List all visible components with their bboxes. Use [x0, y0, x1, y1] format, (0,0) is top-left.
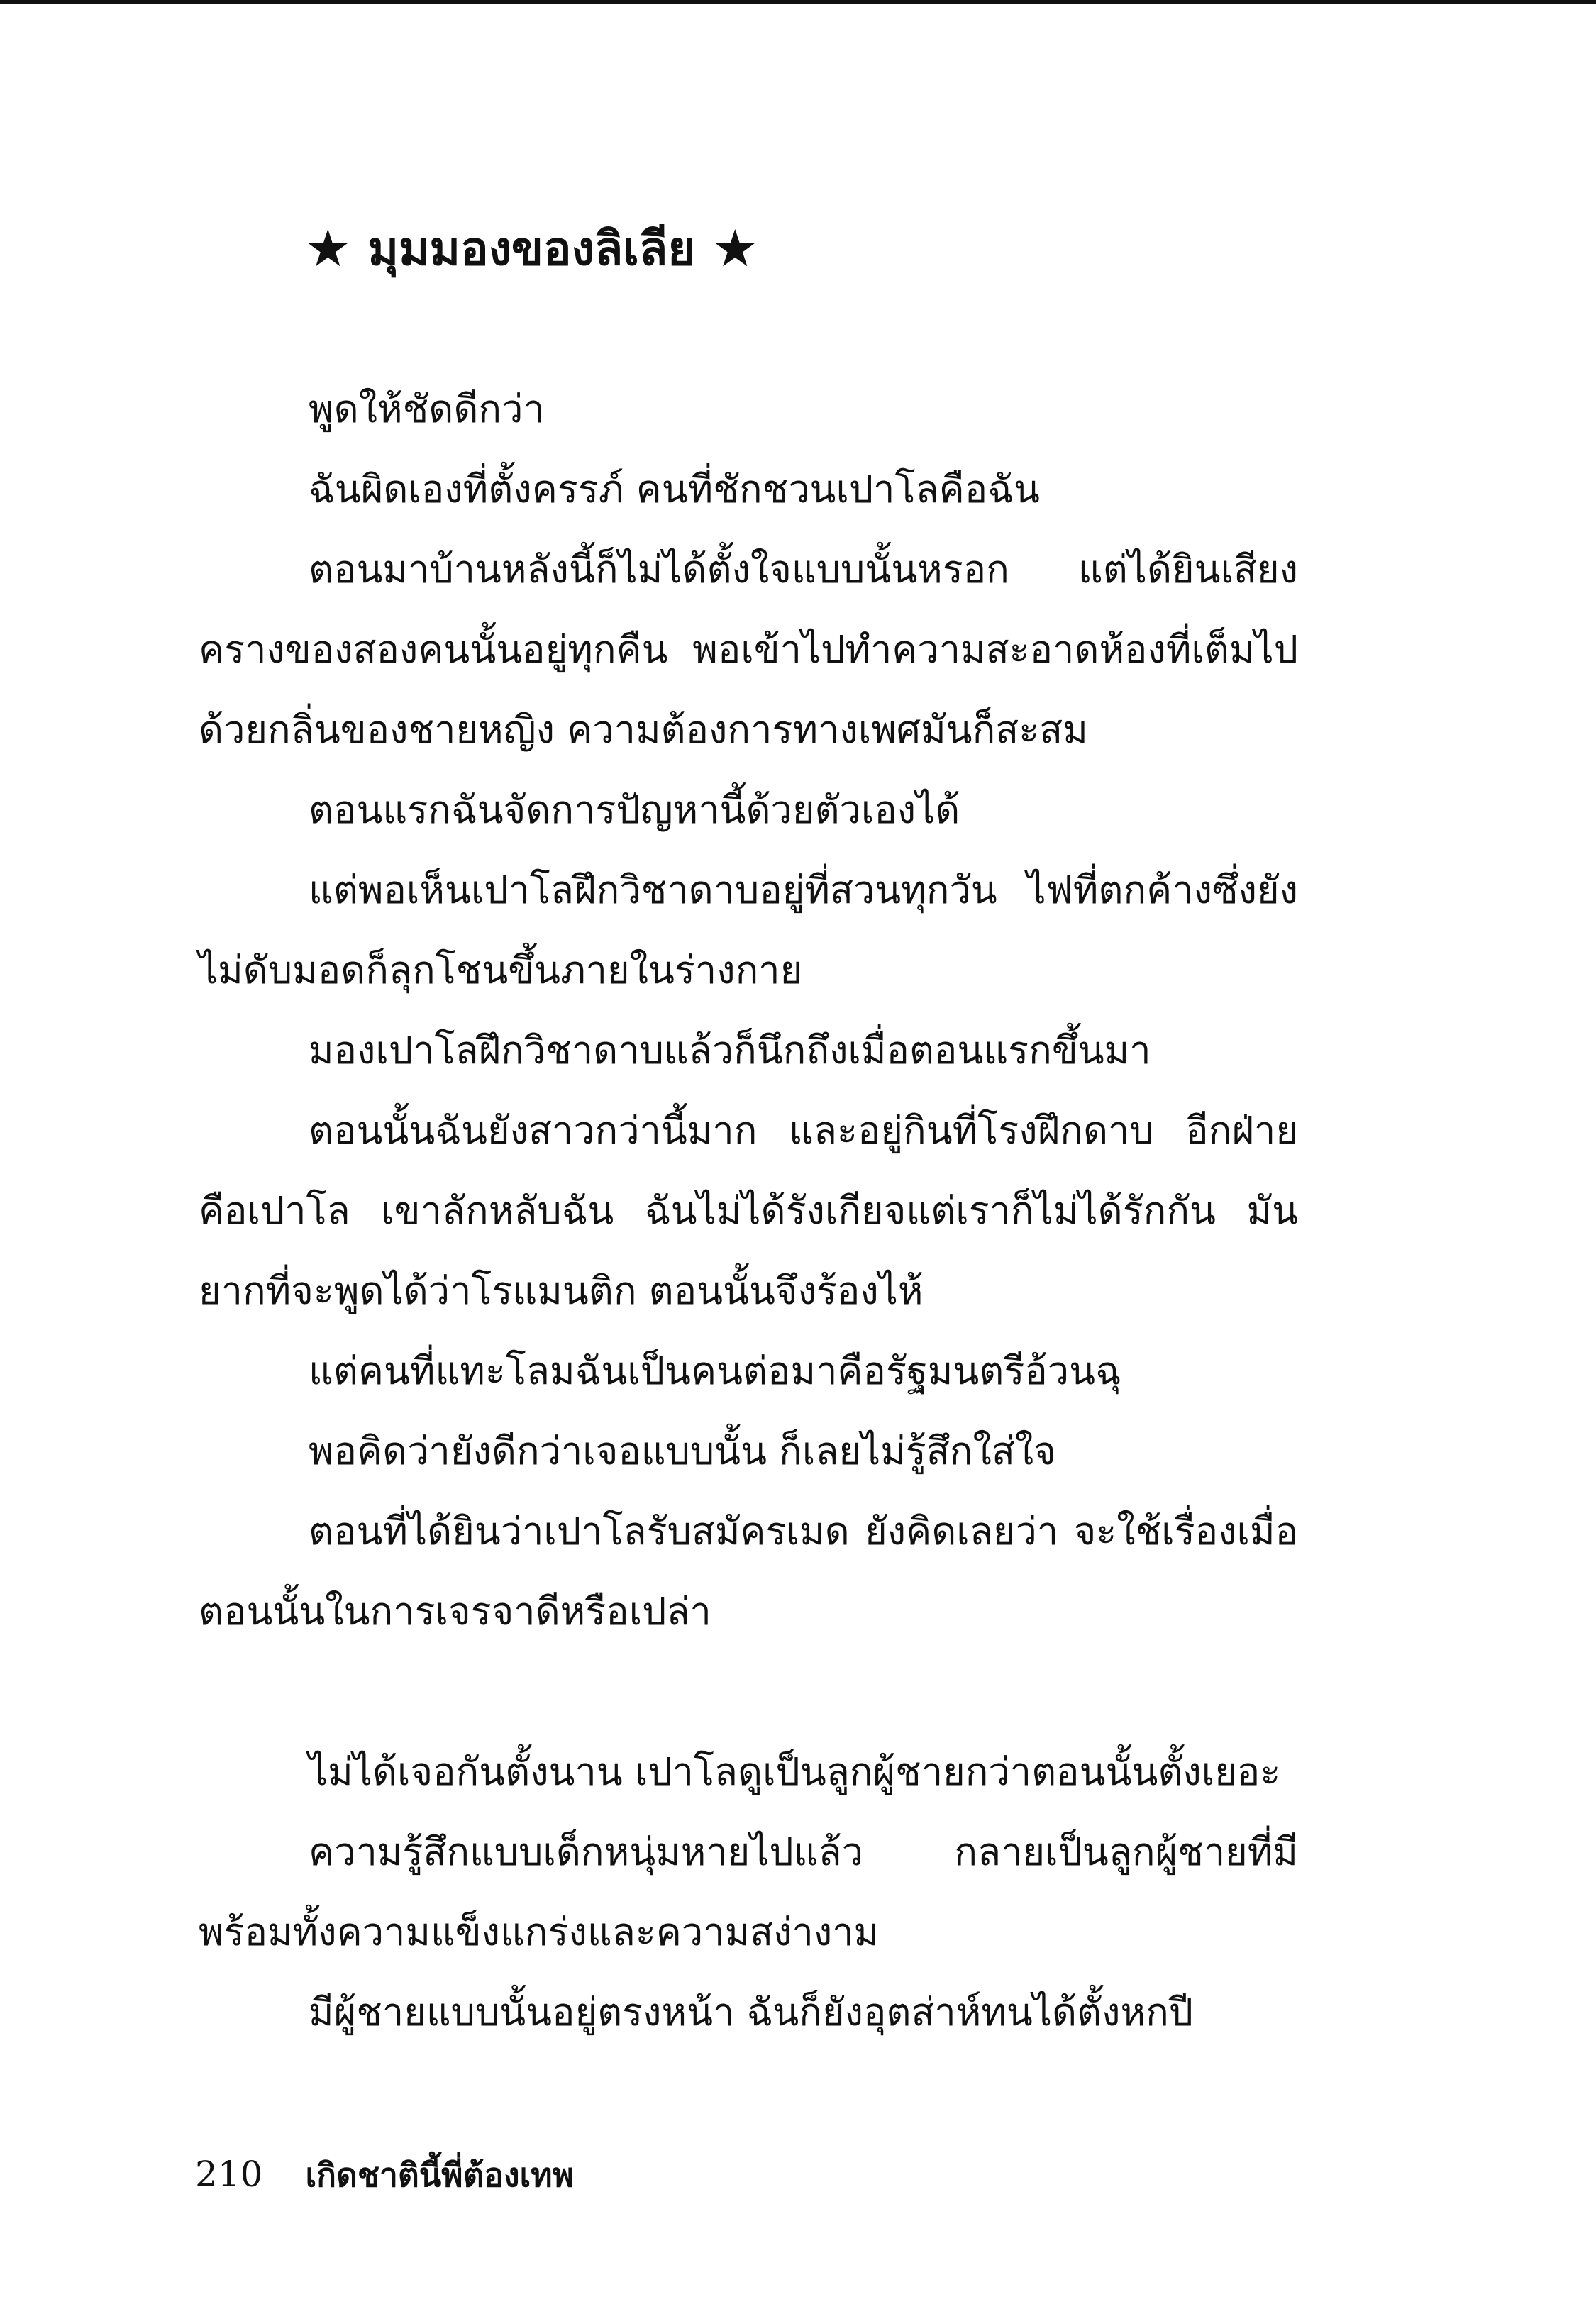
paragraph: ตอนแรกฉันจัดการปัญหานี้ด้วยตัวเองได้ — [309, 787, 960, 832]
paragraph: ความรู้สึกแบบเด็กหนุ่มหายไปแล้ว กลายเป็นลูกผู้ชายที่มีพร้อมทั้งความแข็งแกร่งและความสง่างาม — [199, 1829, 1298, 1954]
paragraph: ตอนมาบ้านหลังนี้ก็ไม่ได้ตั้งใจแบบนั้นหรอก แต่ได้ยินเสียงครางของสองคนนั้นอยู่ทุกคืน พอเข้าไปทำความสะอาดห้องที่เต็มไปด้วยกลิ่นของชายหญิง ความต้องการทางเพศมันก็สะสม — [199, 547, 1298, 752]
paragraph: แต่คนที่แทะโลมฉันเป็นคนต่อมาคือรัฐมนตรีอ้วนฉุ — [309, 1349, 1121, 1393]
star-icon-right: ★ — [712, 218, 758, 278]
paragraph: มองเปาโลฝึกวิชาดาบแล้วก็นึกถึงเมื่อตอนแรกขึ้นมา — [309, 1028, 1151, 1073]
body-text — [199, 369, 1298, 2052]
paragraph: ตอนนั้นฉันยังสาวกว่านี้มาก และอยู่กินที่โรงฝึกดาบ อีกฝ่ายคือเปาโล เขาลักหลับฉัน ฉันไม่ได้รังเกียจแต่เราก็ไม่ได้รักกัน มันยากที่จะพูดได้ว่าโรแมนติก ตอนนั้นจึงร้องไห้ — [199, 1108, 1298, 1313]
paragraph: มีผู้ชายแบบนั้นอยู่ตรงหน้า ฉันก็ยังอุตส่าห์ทนได้ตั้งหกปี — [309, 1990, 1194, 2035]
page-number: 210 — [195, 2154, 263, 2195]
paragraph: ไม่ได้เจอกันตั้งนาน เปาโลดูเป็นลูกผู้ชายกว่าตอนนั้นตั้งเยอะ — [309, 1749, 1281, 1794]
paragraph: แต่พอเห็นเปาโลฝึกวิชาดาบอยู่ที่สวนทุกวัน ไฟที่ตกค้างซึ่งยังไม่ดับมอดก็ลุกโชนขึ้นภายในร่างกาย — [199, 868, 1298, 992]
chapter-title: มุมมองของลิเลีย — [367, 221, 696, 276]
paragraph: ตอนที่ได้ยินว่าเปาโลรับสมัครเมด ยังคิดเลยว่า จะใช้เรื่องเมื่อตอนนั้นในการเจรจาดีหรือเปล่า — [199, 1509, 1298, 1634]
star-icon-left: ★ — [305, 218, 351, 278]
running-book-title: เกิดชาตินี้พี่ต้องเทพ — [305, 2156, 574, 2194]
chapter-heading — [305, 213, 758, 284]
page-footer — [195, 2149, 574, 2201]
paragraph: พูดให้ชัดดีกว่า — [309, 387, 545, 431]
section-break — [199, 1651, 1298, 1732]
paragraph: ฉันผิดเองที่ตั้งครรภ์ คนที่ชักชวนเปาโลคือฉัน — [309, 467, 1040, 511]
paragraph: พอคิดว่ายังดีกว่าเจอแบบนั้น ก็เลยไม่รู้สึกใส่ใจ — [309, 1429, 1056, 1473]
